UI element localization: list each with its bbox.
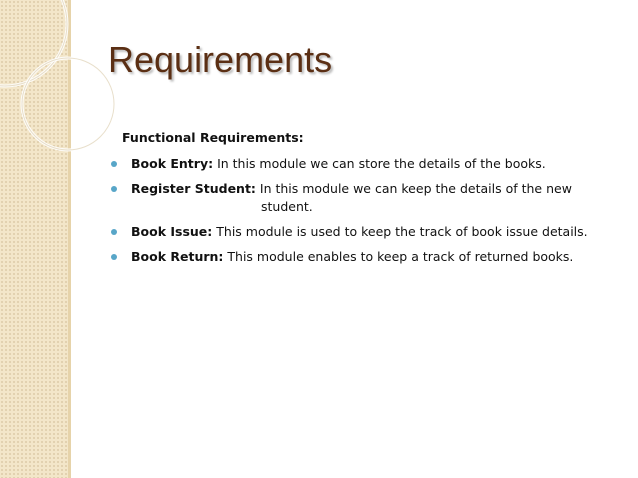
item-text: In this module we can keep the details of the new xyxy=(255,181,572,196)
list-item-book-return xyxy=(111,248,621,266)
section-subheading: Functional Requirements: xyxy=(122,130,304,145)
item-text-continuation: student. xyxy=(261,199,313,214)
decorative-side-band xyxy=(0,0,70,478)
list-item-register-student xyxy=(111,180,621,216)
item-term: Book Return: xyxy=(131,249,224,264)
list-item-book-entry xyxy=(111,155,621,173)
side-band-edge xyxy=(68,0,71,478)
item-text: In this module we can store the details of the books. xyxy=(213,156,546,171)
item-text: This module is used to keep the track of book issue details. xyxy=(212,224,588,239)
bullet-dot-icon xyxy=(111,186,117,192)
item-term: Book Entry: xyxy=(131,156,214,171)
bullet-dot-icon xyxy=(111,229,117,235)
list-item-book-issue xyxy=(111,223,621,241)
item-term: Book Issue: xyxy=(131,224,213,239)
item-term: Register Student: xyxy=(131,181,256,196)
requirements-list xyxy=(111,155,621,273)
item-text: This module enables to keep a track of returned books. xyxy=(223,249,574,264)
bullet-dot-icon xyxy=(111,161,117,167)
bullet-dot-icon xyxy=(111,254,117,260)
slide-title: Requirements xyxy=(108,39,333,80)
